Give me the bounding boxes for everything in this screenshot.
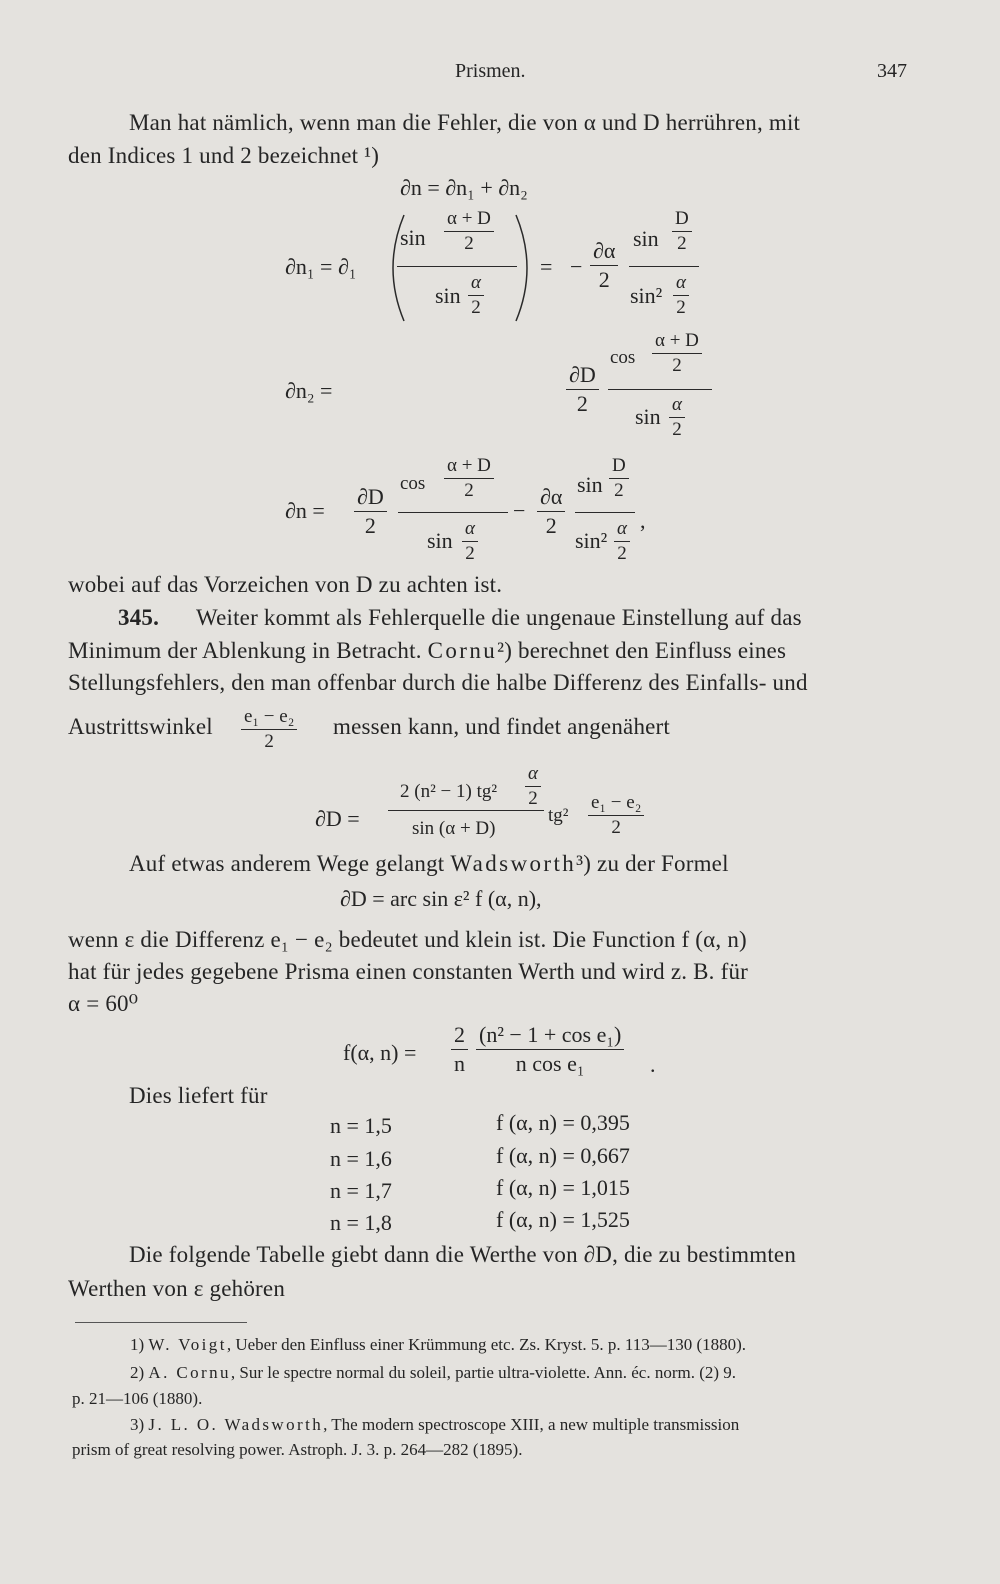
eq5-tg-squared: tg² (548, 805, 569, 826)
eq2-sin-bottom: sin (435, 283, 461, 308)
eq4-half-alpha: $\frac{\alpha}{2}$ (462, 518, 478, 565)
equation-total-error: ∂n = ∂n₁ + ∂n₂ (400, 175, 528, 200)
sec345-line-4b: messen kann, und findet angenähert (333, 714, 670, 739)
function-line-3: α = 60⁰ (68, 991, 139, 1016)
eq3-sin: sin (635, 404, 661, 429)
eq2-half-alpha: $\frac{\alpha}{2}$ (468, 272, 484, 319)
closing-line-2: Werthen von ε gehören (68, 1276, 286, 1301)
section-number: 345. (118, 605, 160, 630)
eq3-half-alpha: $\frac{\alpha}{2}$ (669, 394, 685, 441)
table-f-4: f (α, n) = 1,525 (496, 1207, 630, 1232)
eq7-fraction: $\frac{\text{(n² − 1 + cos e₁)}}{\text{n cos e₁}}$ (476, 1022, 624, 1077)
author-wadsworth: Wadsworth (450, 851, 577, 876)
eq4-sin: sin (427, 528, 453, 553)
table-n-2: n = 1,6 (330, 1146, 392, 1171)
eq3-cos: cos (610, 347, 636, 368)
footnote-3-continued: prism of great resolving power. Astroph. J. 3. p. 264—282 (1895). (72, 1440, 523, 1459)
angle-difference-half: $\frac{\text{e₁ − e₂}}{2}$ (241, 706, 297, 753)
function-line-2: hat für jedes gegebene Prisma einen constanten Werth und wird z. B. für (68, 959, 748, 984)
eq7-two-over-n: $\frac{2}{n}$ (451, 1022, 468, 1077)
eq4-minus: − (513, 498, 526, 523)
table-f-3: f (α, n) = 1,015 (496, 1175, 630, 1200)
eq4-cos: cos (400, 473, 426, 494)
eq5-main-rule (388, 810, 544, 811)
running-title: Prismen. (455, 60, 526, 82)
eq2-main-rule (397, 266, 517, 267)
intro-line-1: Man hat nämlich, wenn man die Fehler, die von α und D herrühren, mit (129, 110, 801, 135)
page-number: 347 (877, 60, 907, 82)
sec345-line-1: Weiter kommt als Fehlerquelle die ungenaue Einstellung auf das (196, 605, 802, 630)
eq2-half-D: $\frac{D}{2}$ (672, 208, 692, 255)
table-n-1: n = 1,5 (330, 1113, 392, 1138)
eq2-half-sum: $\frac{\alpha + D}{2}$ (444, 208, 494, 255)
sign-note: wobei auf das Vorzeichen von D zu achten ist. (68, 572, 503, 597)
table-f-1: f (α, n) = 0,395 (496, 1110, 630, 1135)
eq5-angle-difference: $\frac{\text{e₁ − e₂}}{2}$ (588, 792, 644, 839)
eq4-half-D: $\frac{D}{2}$ (609, 455, 629, 502)
eq5-lhs: ∂D = (315, 806, 360, 831)
eq4-right-rule (575, 512, 635, 513)
table-n-4: n = 1,8 (330, 1210, 392, 1235)
eq5-numerator: 2 (n² − 1) tg² (400, 781, 498, 802)
eq2-minus: − (570, 254, 583, 279)
eq2-equals: = (540, 254, 553, 279)
eq3-main-rule (608, 389, 712, 390)
eq3-lhs: ∂n₂ = (285, 378, 333, 403)
footnote-separator (75, 1322, 247, 1323)
sec345-line-4a: Austrittswinkel (68, 714, 213, 739)
eq7-dot: . (650, 1052, 656, 1077)
eq4-half-sum: $\frac{\alpha + D}{2}$ (444, 455, 494, 502)
eq4-comma: , (640, 508, 646, 533)
footnote-2-continued: p. 21—106 (1880). (72, 1389, 203, 1408)
eq4-dalpha-half: $\frac{\partial\alpha}{2}$ (537, 484, 565, 539)
dies-liefert: Dies liefert für (129, 1083, 268, 1108)
eq2-dalpha-half: $\frac{\partial\alpha}{2}$ (590, 238, 618, 293)
right-bracket (508, 213, 542, 323)
eq2-sin-top: sin (400, 225, 426, 250)
sec345-line-3: Stellungsfehlers, den man offenbar durch die halbe Differenz des Einfalls- und (68, 670, 808, 695)
function-line-1: wenn ε die Differenz e₁ − e₂ bedeutet und klein ist. Die Function f (α, n) (68, 927, 747, 952)
wadsworth-line: Auf etwas anderem Wege gelangt Wadsworth³) zu der Formel (129, 851, 729, 876)
eq4-half-alpha-right: $\frac{\alpha}{2}$ (614, 518, 630, 565)
eq2-sin-right: sin (633, 226, 659, 251)
eq2-half-alpha-right: $\frac{\alpha}{2}$ (673, 272, 689, 319)
eq5-denominator: sin (α + D) (412, 818, 496, 839)
eq4-sin-squared: sin² (575, 528, 608, 553)
eq2-lhs: ∂n₁ = ∂₁ (285, 254, 357, 279)
eq2-sin-squared: sin² (630, 283, 663, 308)
footnote-1: 1) W. Voigt, Ueber den Einfluss einer Krümmung etc. Zs. Kryst. 5. p. 113—130 (1880). (130, 1335, 747, 1354)
author-cornu: Cornu (427, 638, 498, 663)
equation-wadsworth: ∂D = arc sin ε² f (α, n), (340, 886, 542, 911)
sec345-line-2: Minimum der Ablenkung in Betracht. Cornu²) berechnet den Einfluss eines (68, 638, 787, 663)
eq4-sin-right: sin (577, 472, 603, 497)
intro-line-2: den Indices 1 und 2 bezeichnet ¹) (68, 143, 380, 168)
eq3-dD-half: $\frac{\partial D}{2}$ (566, 362, 599, 417)
eq5-half-alpha: $\frac{\alpha}{2}$ (525, 763, 541, 810)
eq2-right-rule (629, 266, 699, 267)
eq3-half-sum: $\frac{\alpha + D}{2}$ (652, 330, 702, 377)
eq4-lhs: ∂n = (285, 498, 325, 523)
table-n-3: n = 1,7 (330, 1178, 392, 1203)
table-f-2: f (α, n) = 0,667 (496, 1143, 630, 1168)
eq4-main-rule (398, 512, 508, 513)
footnote-2: 2) A. Cornu, Sur le spectre normal du soleil, partie ultra-violette. Ann. éc. norm. (2) 9. (130, 1363, 737, 1382)
eq7-lhs: f(α, n) = (343, 1040, 417, 1065)
footnote-3: 3) J. L. O. Wadsworth, The modern spectroscope XIII, a new multiple transmission (130, 1415, 740, 1434)
closing-line-1: Die folgende Tabelle giebt dann die Werthe von ∂D, die zu bestimmten (129, 1242, 797, 1267)
eq4-dD-half: $\frac{\partial D}{2}$ (354, 484, 387, 539)
